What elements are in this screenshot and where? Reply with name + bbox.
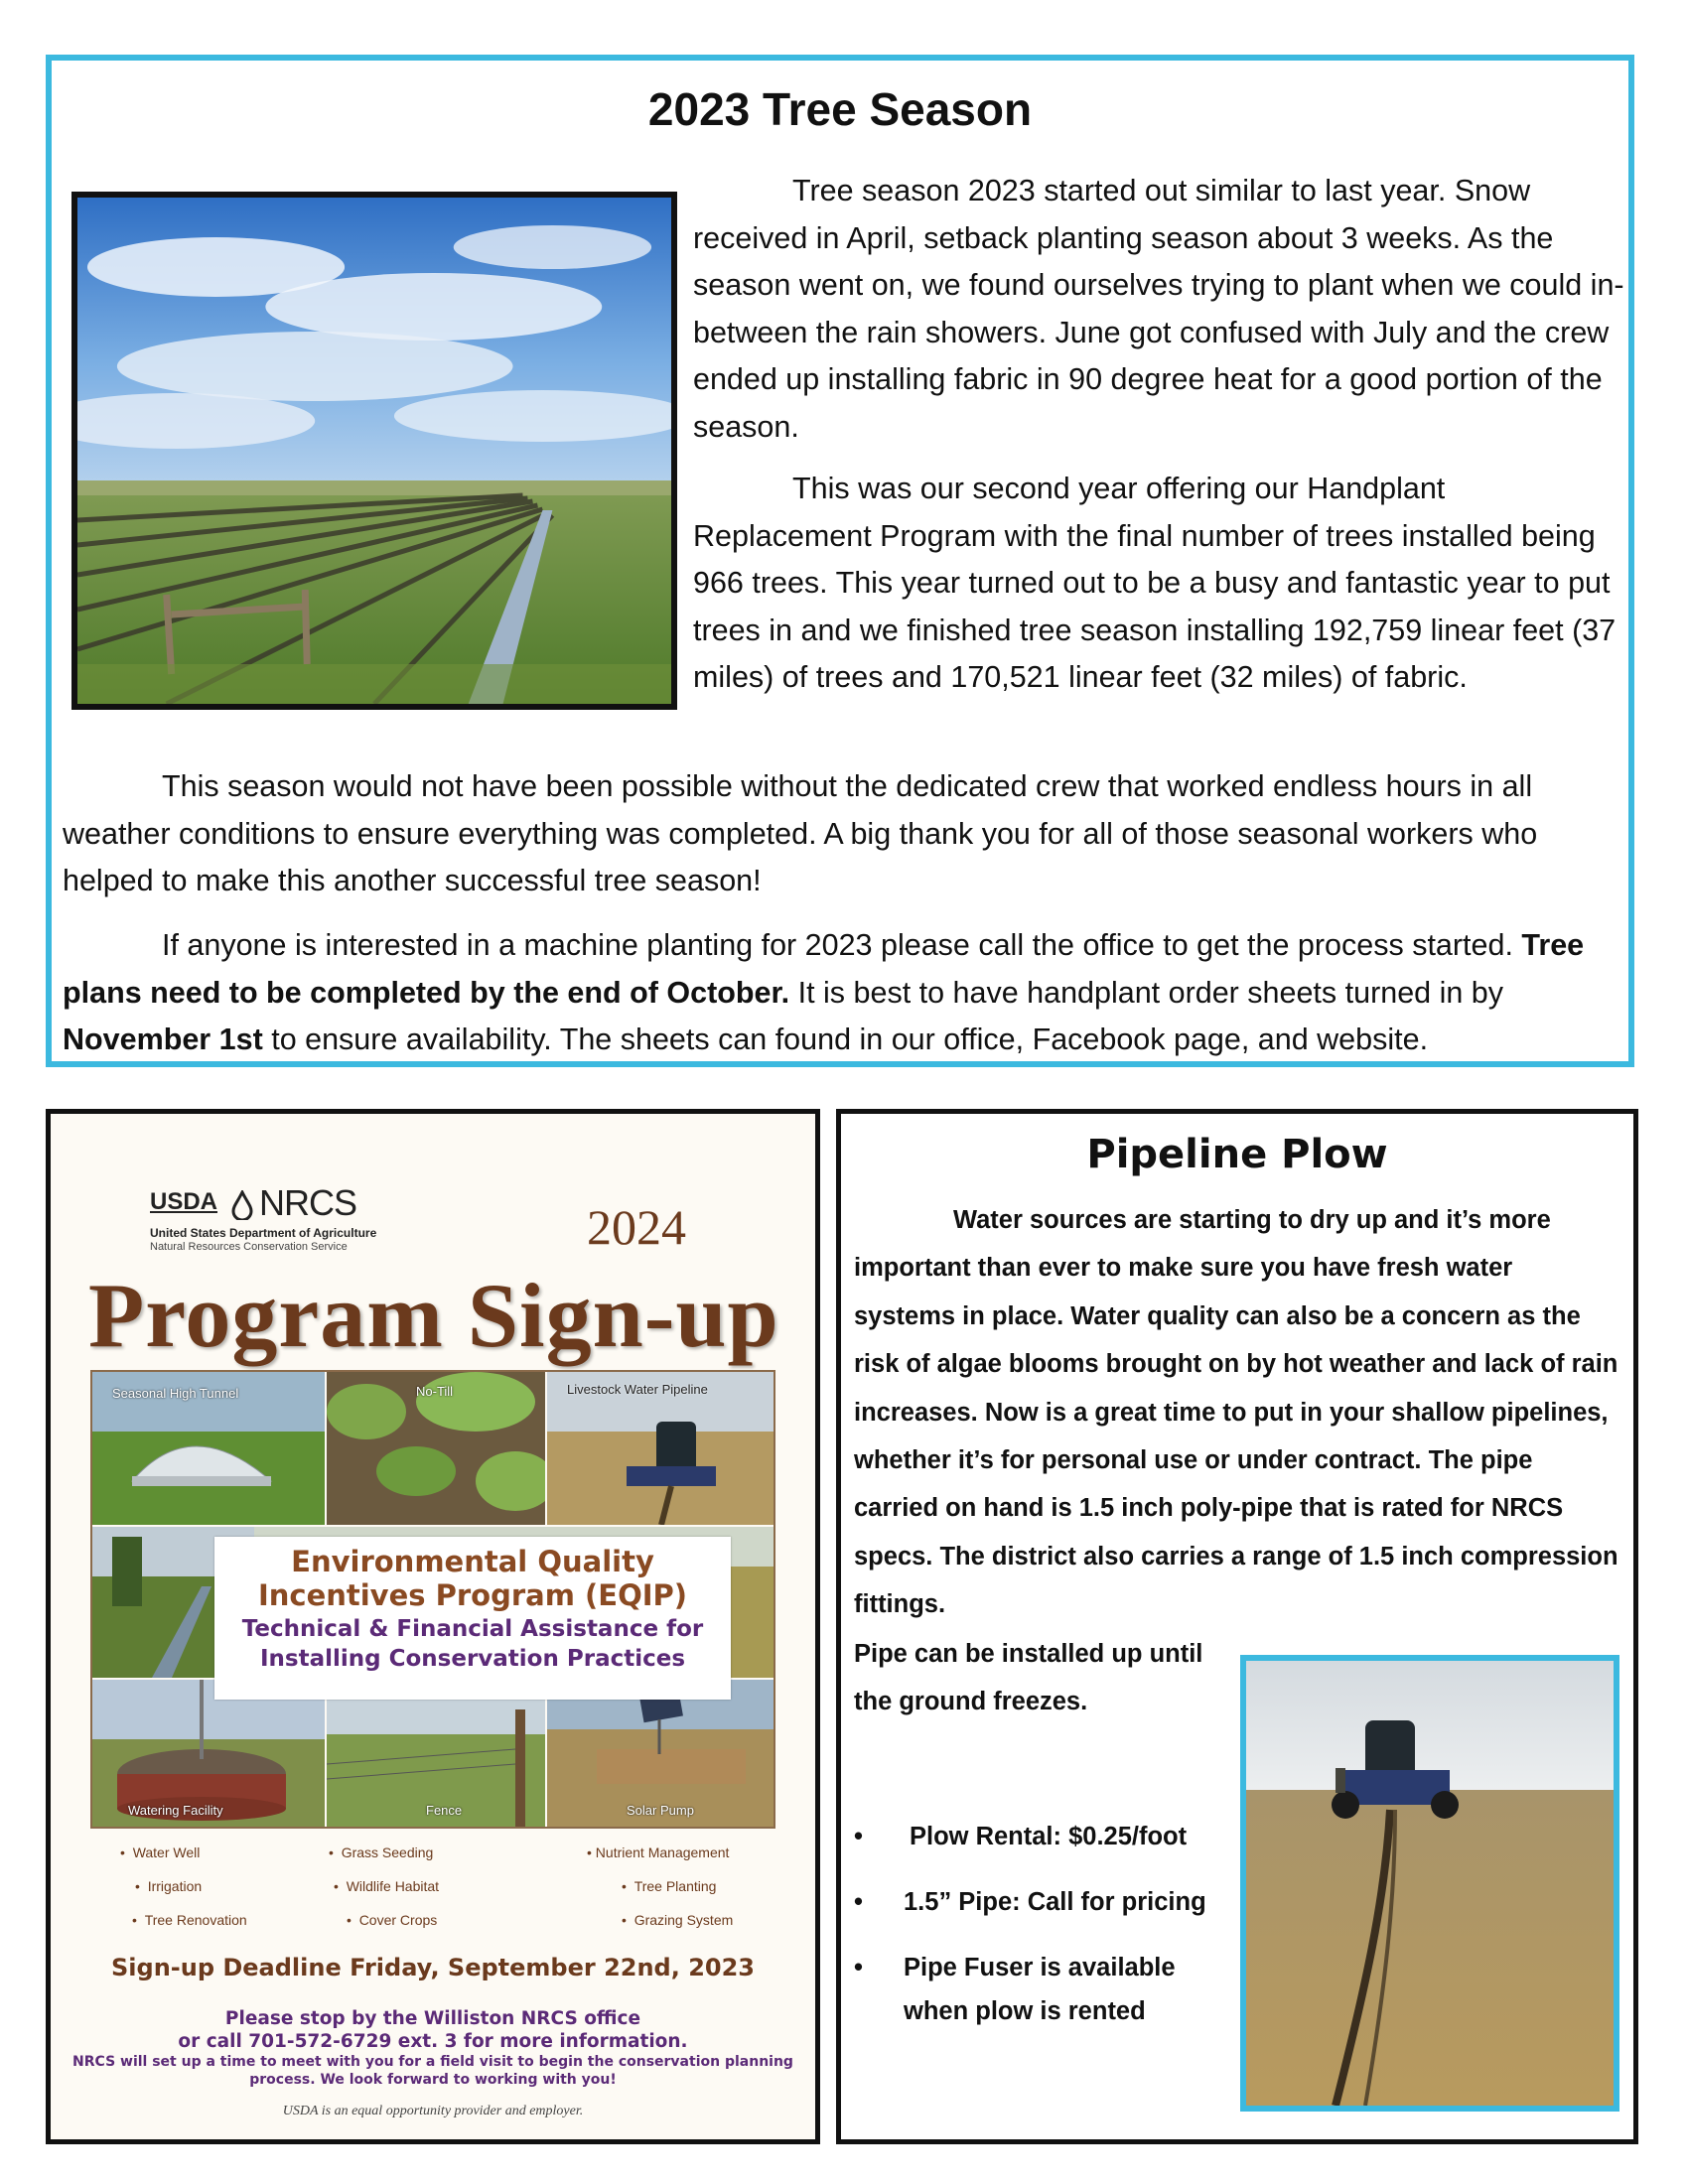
availability-text: to ensure availability. The sheets can found in our office, Facebook page, and website. (271, 1023, 1429, 1056)
solar-pump-photo (547, 1680, 775, 1829)
eqip-subtitle-line-2: Installing Conservation Practices (259, 1646, 686, 1672)
practice-label: Nutrient Management (595, 1844, 730, 1860)
solar-pump-label: Solar Pump (627, 1803, 694, 1818)
practice-label: Irrigation (147, 1878, 203, 1894)
tree-season-paragraph-1 (693, 168, 1626, 451)
high-tunnel-label: Seasonal High Tunnel (112, 1386, 239, 1401)
pipeline-plow-section (836, 1109, 1638, 2144)
tree-season-section (46, 55, 1634, 1067)
nrcs-wordmark: NRCS (259, 1182, 357, 1223)
contact-line-2: or call 701-572-6729 ext. 3 for more information. (178, 2031, 688, 2052)
practice-item: • Cover Crops (347, 1912, 438, 1928)
usda-wordmark: USDA (150, 1188, 218, 1215)
practice-label: Cover Crops (358, 1912, 438, 1928)
practice-item: • Irrigation (135, 1878, 203, 1894)
livestock-pipeline-photo (547, 1372, 775, 1525)
fence-photo (327, 1680, 545, 1829)
eqip-title-line-2: Incentives Program (EQIP) (257, 1578, 688, 1612)
practice-label: Grazing System (633, 1912, 734, 1928)
no-till-photo (327, 1372, 545, 1525)
field-visit-note: NRCS will set up a time to meet with you for a field visit to begin the conservation planning process. We look forward to working with you! (72, 2054, 793, 2088)
fence-label: Fence (426, 1803, 463, 1818)
practice-item: • Water Well (120, 1844, 201, 1860)
livestock-pipeline-label: Livestock Water Pipeline (567, 1382, 708, 1397)
tree-rows-field-photo (71, 192, 677, 710)
signup-deadline: Sign-up Deadline Friday, September 22nd, 2023 (111, 1954, 755, 1981)
practice-item: • Wildlife Habitat (334, 1878, 440, 1894)
eqip-title-line-1: Environmental Quality (291, 1545, 654, 1578)
bullet-text: when plow is rented (904, 1997, 1146, 2025)
bullet-dot: • (854, 1888, 863, 1916)
pipeline-paragraph-1 (854, 1196, 1618, 1629)
practice-item: • Grass Seeding (329, 1844, 434, 1860)
bullet-dot: • (854, 1823, 863, 1850)
program-signup-flyer (46, 1109, 820, 2144)
service-name: Natural Resources Conservation Service (150, 1241, 348, 1253)
eqip-subtitle (214, 1614, 731, 1674)
equal-opportunity-statement: USDA is an equal opportunity provider and employer. (282, 2104, 584, 2118)
pipeline-paragraph-2: Pipe can be installed up until the ground freezes. (854, 1640, 1203, 1716)
machine-planting-text: If anyone is interested in a machine planting for 2023 please call the office to get the process started. (162, 928, 1513, 962)
bullet-dot: • (854, 1954, 863, 1981)
tree-season-title: 2023 Tree Season (647, 83, 1033, 135)
tree-season-paragraph-2 (693, 466, 1626, 702)
high-tunnel-photo (92, 1372, 325, 1525)
eqip-subtitle-line-1: Technical & Financial Assistance for (241, 1616, 704, 1642)
flyer-title: Program Sign-up (88, 1265, 779, 1366)
department-name: United States Department of Agriculture (150, 1226, 377, 1240)
pipeline-paragraph-1-text: Water sources are starting to dry up and it’s more important than ever to make sure you have fresh water systems in place. Water quality can also be a concern as the risk of algae blooms brought on by hot weather and lack of rain increases. Now is a great time to put in your shallow pipelines, whether it’s for personal use or under contract. The pipe carried on hand is 1.5 inch poly-pipe that is rated for NRCS specs. The district also carries a range of 1.5 inch compression fittings. (854, 1206, 1618, 1619)
contact-info (51, 2007, 815, 2053)
no-till-label: No-Till (416, 1384, 454, 1399)
pipeline-plow-trench-photo (1240, 1655, 1619, 2112)
flyer-year: 2024 (587, 1199, 686, 1255)
practice-item: • Tree Renovation (132, 1912, 247, 1928)
practice-label: Tree Renovation (144, 1912, 247, 1928)
bullet-text: Pipe Fuser is available (904, 1954, 1176, 1981)
practice-label: Water Well (132, 1844, 201, 1860)
watering-facility-label: Watering Facility (128, 1803, 223, 1818)
watering-facility-photo (92, 1680, 325, 1829)
tree-season-paragraph-3-text: This season would not have been possible without the dedicated crew that worked endless hours in all weather conditions to ensure everything was completed. A big thank you for all of those seasonal workers who helped to make this another successful tree season! (63, 769, 1538, 897)
tree-season-paragraph-1-text: Tree season 2023 started out similar to last year. Snow received in April, setback planting season about 3 weeks. As the season went on, we found ourselves trying to plant when we could in-between the rain showers. June got confused with July and the crew ended up installing fabric in 90 degree heat for a good portion of the season. (693, 174, 1624, 444)
practice-item: • Tree Planting (622, 1878, 717, 1894)
bullet-text: Plow Rental: $0.25/foot (910, 1823, 1188, 1850)
tree-season-paragraph-3 (63, 763, 1626, 905)
water-drop-icon (229, 1190, 255, 1220)
bullet-text: 1.5” Pipe: Call for pricing (904, 1888, 1206, 1916)
practice-label: Wildlife Habitat (346, 1878, 440, 1894)
tree-plans-deadline: Tree plans need to be completed by the end of October. (63, 928, 1585, 1010)
handplant-order-text: It is best to have handplant order sheets turned in by (797, 975, 1504, 1010)
tree-season-paragraph-2-text: This was our second year offering our Handplant Replacement Program with the final number of trees installed being 966 trees. This year turned out to be a busy and fantastic year to put trees in and we finished tree season installing 192,759 linear feet (37 miles) of trees and 170,521 linear feet (32 miles) of fabric. (693, 472, 1617, 694)
practice-item: • Grazing System (622, 1912, 734, 1928)
eqip-card (214, 1537, 731, 1700)
november-deadline: November 1st (63, 1023, 263, 1056)
tree-season-paragraph-4 (63, 922, 1626, 1064)
contact-line-1: Please stop by the Williston NRCS office (224, 2008, 641, 2029)
practice-label: Grass Seeding (341, 1844, 434, 1860)
pipeline-plow-title: Pipeline Plow (1086, 1132, 1388, 1177)
eqip-title (214, 1545, 731, 1612)
practice-label: Tree Planting (633, 1878, 717, 1894)
practice-item: • Nutrient Management (587, 1844, 730, 1860)
